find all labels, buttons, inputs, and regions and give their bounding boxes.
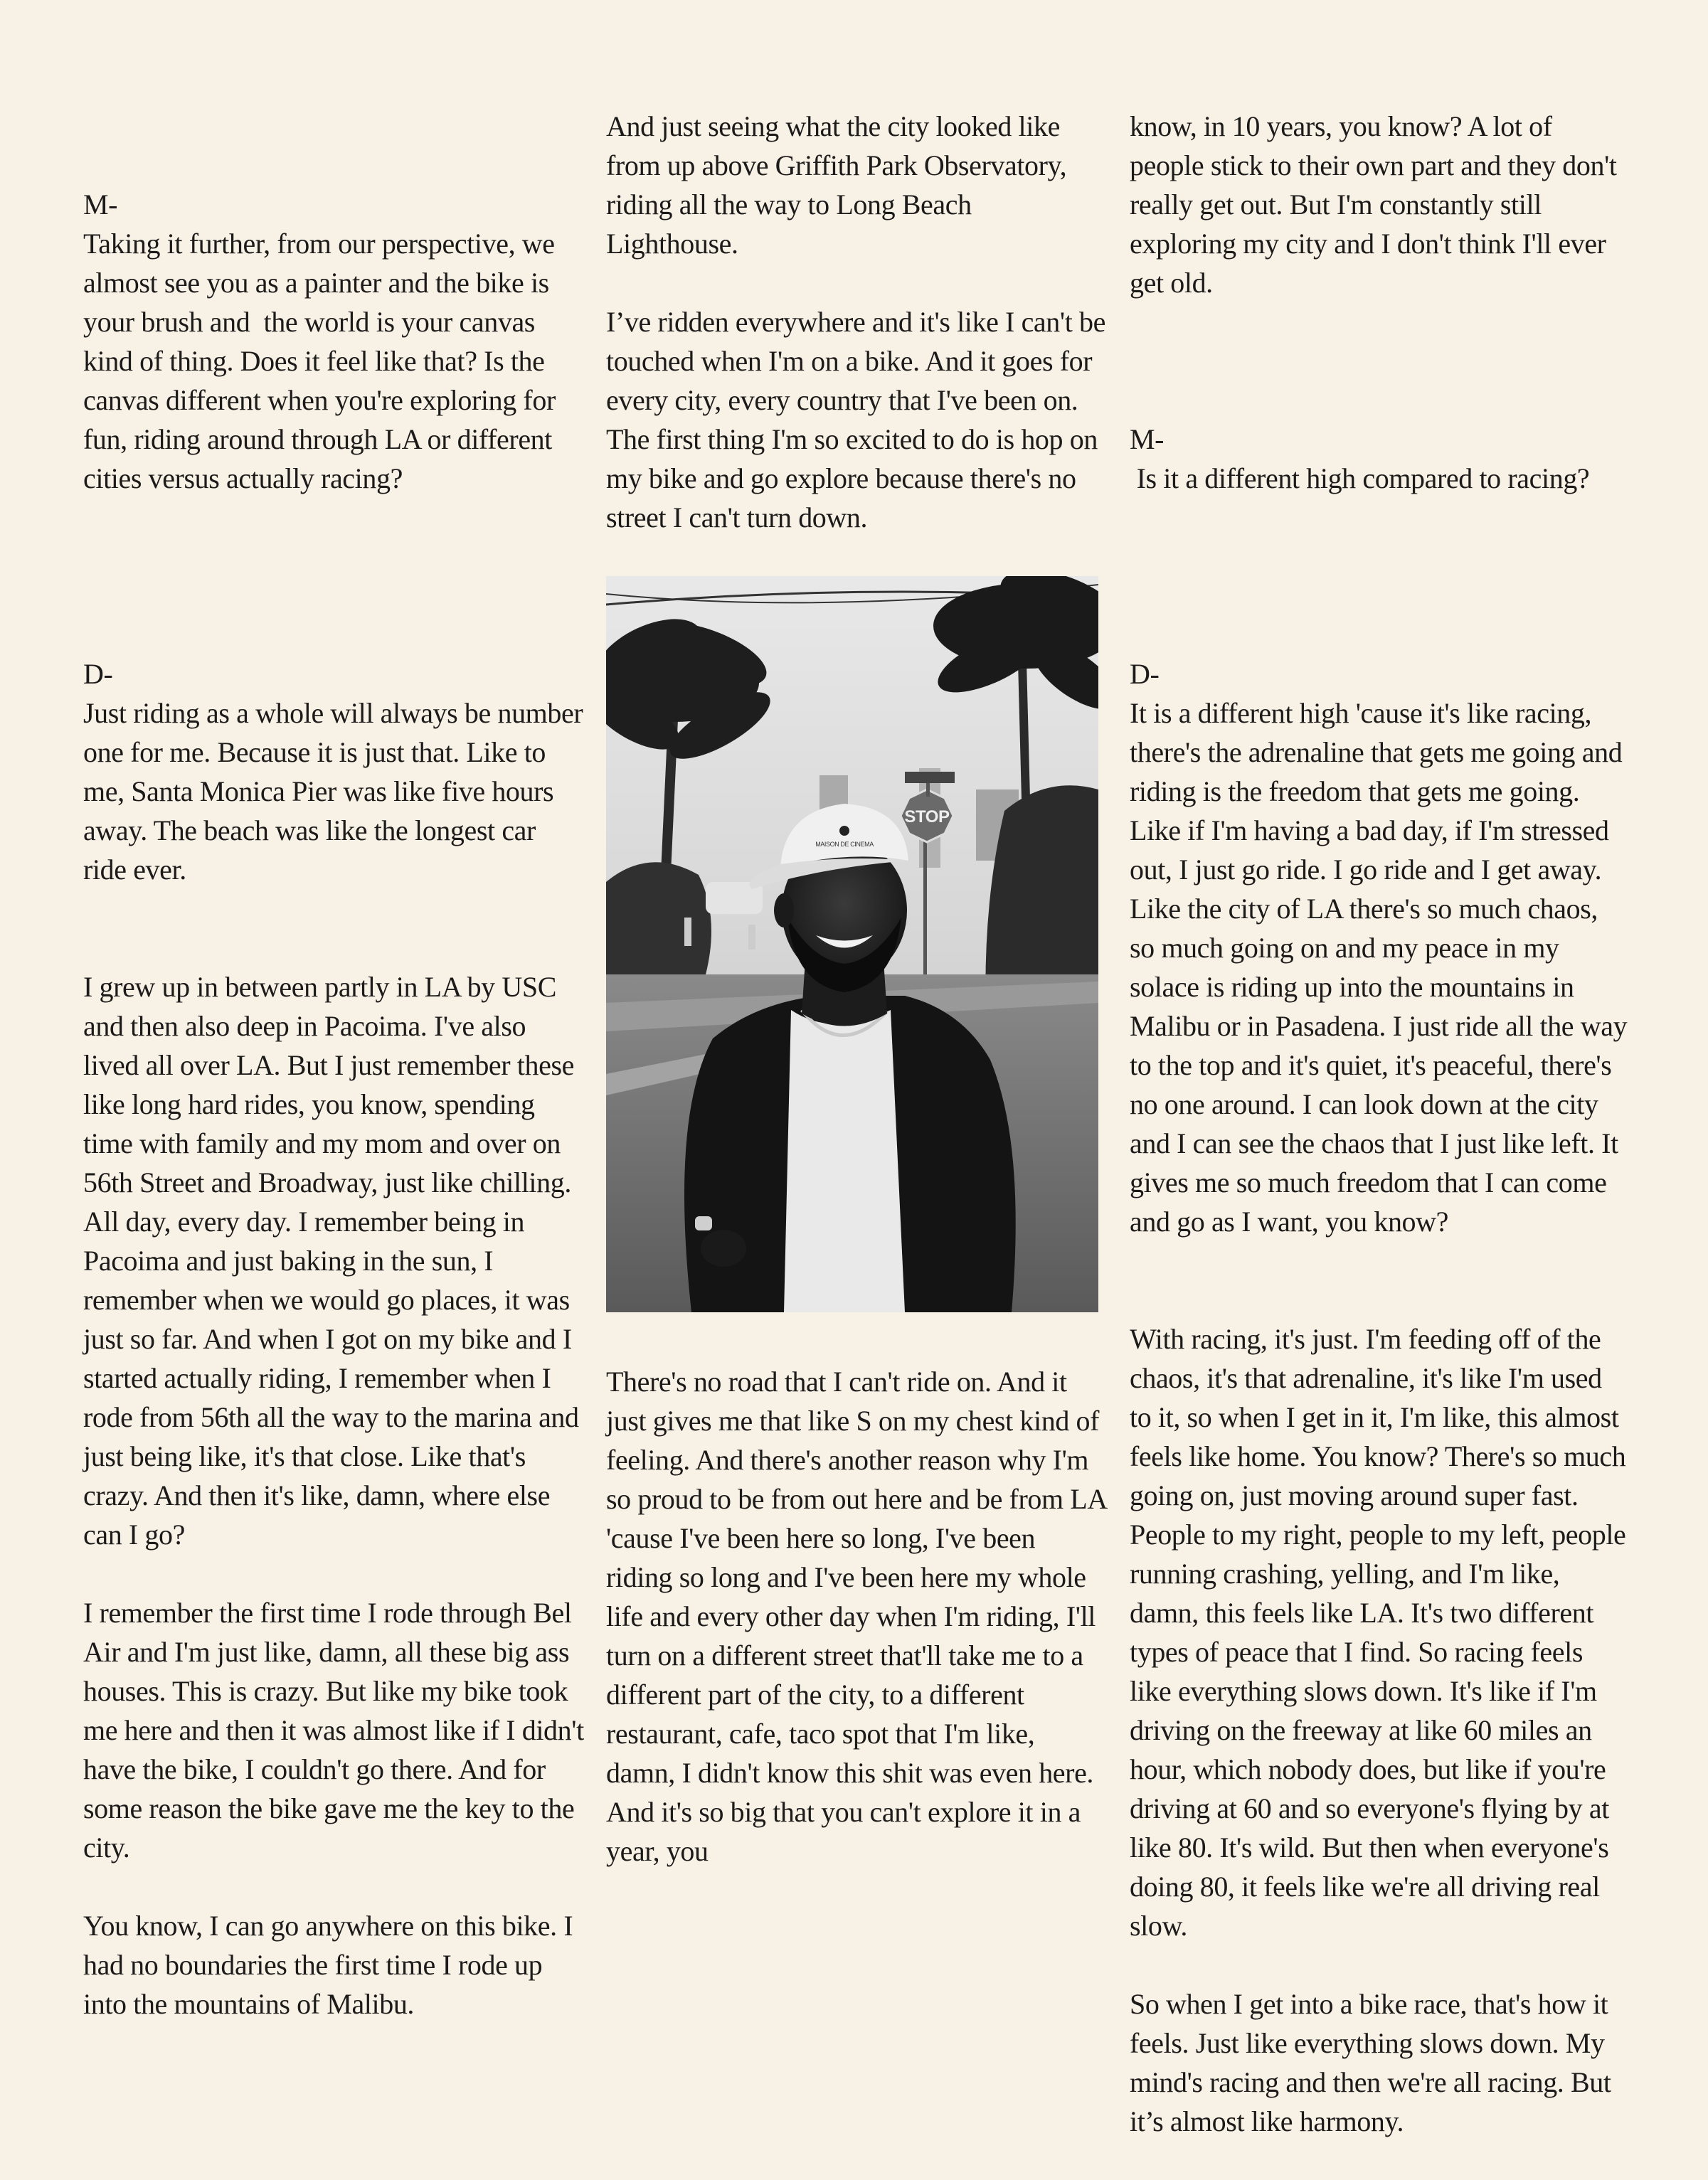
column2-p1: And just seeing what the city looked like from up above Griffith Park Observatory, riding all the way to Long Beach Lighthouse. — [606, 110, 1073, 260]
question-1 — [83, 107, 585, 537]
answer-1-p1-text: Just riding as a whole will always be number one for me. Because it is just that. Like to me, Santa Monica Pier was like five hours away. The beach was like the longest car ride ever. — [83, 697, 590, 886]
answer-2-p3: So when I get into a bike race, that's how it feels. Just like everything slows down. My mind's racing and then we're all racing. But it’s almost like harmony. — [1130, 1988, 1618, 2137]
cap-text: MAISON DE CINEMA — [815, 841, 874, 848]
stop-sign-text: STOP — [904, 807, 950, 826]
portrait-photo-illustration — [606, 576, 1098, 1312]
question-2 — [1130, 341, 1628, 537]
column-left — [83, 107, 591, 2063]
speaker-label-m: M- — [83, 188, 118, 220]
column3-p1: know, in 10 years, you know? A lot of people stick to their own part and they don't really get out. But I'm constantly still exploring my city and I don't think I'll ever get old. — [1130, 110, 1624, 299]
column2-p3: There's no road that I can't ride on. And it just gives me that like S on my chest kind of feeling. And there's another reason why I'm so proud to be from out here and be from LA 'cause I've been here so long, I've been riding so long and I've been here my whole life and every other day when I'm riding, I'll turn on a different street that'll take me to a different part of the city, to a different restaurant, cafe, taco spot that I'm like, damn, I didn't know this shit was even here. And it's so big that you can't explore it in a year, you — [606, 1366, 1113, 1867]
column2-p2: I’ve ridden everywhere and it's like I can't be touched when I'm on a bike. And it goes for every city, every country that I've been on. The first thing I'm so excited to do is hop on my bike and go explore because there's no street I can't turn down. — [606, 306, 1113, 533]
answer-1-p1 — [83, 576, 590, 928]
speaker-label-d: D- — [1130, 658, 1160, 690]
answer-2-p1 — [1130, 576, 1634, 1280]
answer-1-p3: I remember the first time I rode through Bel Air and I'm just like, damn, all these big ass houses. This is crazy. But like my bike took me here and then it was almost like if I didn't have the bike, I couldn't go there. And for some reason the bike gave me the key to the city. — [83, 1597, 591, 1863]
question-2-text: Is it a different high compared to racing? — [1130, 462, 1590, 494]
answer-1-p2: I grew up in between partly in LA by USC and then also deep in Pacoima. I've also lived all over LA. But I just remember these like long hard rides, you know, spending time with family and my mom and over on 56th Street and Broadway, just like chilling. All day, every day. I remember being in Pacoima and just baking in the sun, I remember when we would go places, it was just so far. And when I got on my bike and I started actually riding, I remember when I rode from 56th all the way to the marina and just being like, it's that close. Like that's crazy. And then it's like, damn, where else can I go? — [83, 971, 586, 1551]
column-middle — [606, 107, 1113, 1910]
answer-1-p4: You know, I can go anywhere on this bike. I had no boundaries the first time I rode up into the mountains of Malibu. — [83, 1910, 580, 2020]
speaker-label-d: D- — [83, 658, 113, 690]
speaker-label-m: M- — [1130, 423, 1165, 455]
portrait-photo — [606, 576, 1098, 1312]
answer-2-p2: With racing, it's just. I'm feeding off of the chaos, it's that adrenaline, it's like I'm used to it, so when I get in it, I'm like, this almost feels like home. You know? There's so much going on, just moving around super fast. People to my right, people to my left, people running crashing, yelling, and I'm like, damn, this feels like LA. It's two different types of peace that I find. So racing feels like everything slows down. It's like if I'm driving on the freeway at like 60 miles an hour, which nobody does, but like if you're driving at 60 and so everyone's flying by at like 80. It's wild. But then when everyone's doing 80, it feels like we're all driving real slow. — [1130, 1323, 1633, 1942]
column-right — [1130, 107, 1634, 2180]
answer-2-p1-text: It is a different high 'cause it's like racing, there's the adrenaline that gets me going and riding is the freedom that gets me going. Like if I'm having a bad day, if I'm stressed out, I just go ride. I go ride and I get away. Like the city of LA there's so much chaos, so much going on and my peace in my solace is riding up into the mountains in Malibu or in Pasadena. I just ride all the way to the top and it's quiet, it's peaceful, there's no one around. I can look down at the city and I can see the chaos that I just like left. It gives me so much freedom that I can come and go as I want, you know? — [1130, 697, 1634, 1238]
question-1-text: Taking it further, from our perspective, we almost see you as a painter and the bike is your brush and the world is your canvas kind of thing. Does it feel like that? Is the canvas different when you're exploring for fun, riding around through LA or different cities versus actually racing? — [83, 228, 563, 494]
